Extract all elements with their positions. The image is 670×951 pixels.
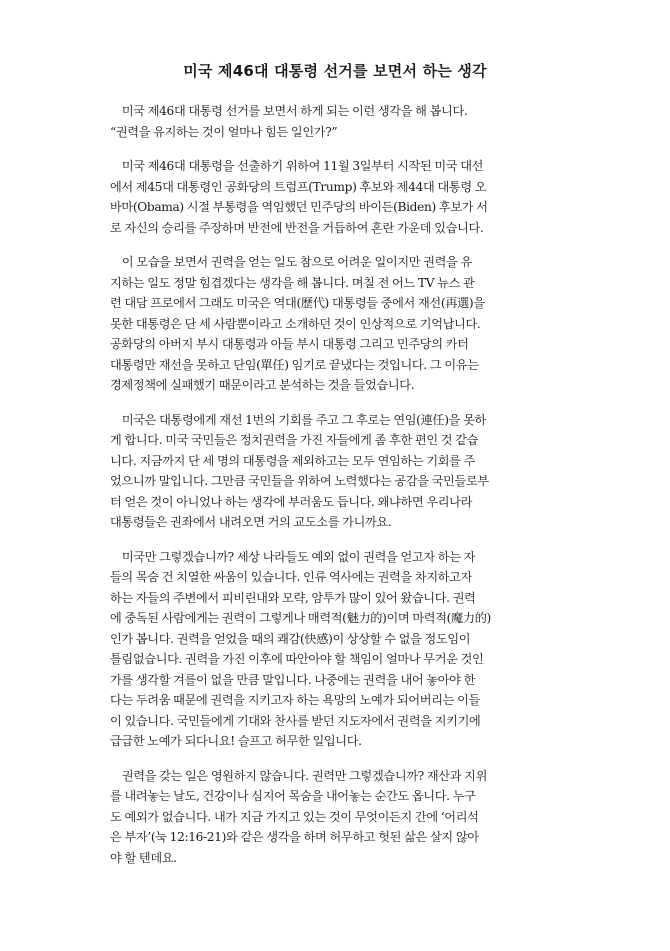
document-title: 미국 제46대 대통령 선거를 보면서 하는 생각: [183, 62, 487, 80]
paragraph: 미국 제46대 대통령 선거를 보면서 하게 되는 이런 생각을 해 봅니다. “권력을 유지하는 것이 얼마나 힘든 일인가?”: [110, 104, 468, 139]
paragraph: 미국은 대통령에게 재선 1번의 기회를 주고 그 후로는 연임(連任)을 못하 게 합니다. 미국 국민들은 정치권력을 가진 자들에게 좀 후한 편인 것 같습 니다. 지금까지 단 세 명의 대통령을 제외하고는 모두 연임하는 기회를 주 었으니까 말입니다. 그만큼 국민들을 위하여 노력했다는 공감을 국민들로부 터 얻은 것이 아니었나 하는 생각에 부러움도 듭니다. 왜냐하면 우리나라 대통령들은 권좌에서 내려오면 거의 교도소를 가니까요.: [110, 412, 489, 529]
paragraph: 미국만 그렇겠습니까? 세상 나라들도 예외 없이 권력을 얻고자 하는 자 들의 목숨 건 치열한 싸움이 있습니다. 인류 역사에는 권력을 차지하고자 하는 자들의 주변에서 피비린내와 모략, 암투가 많이 있어 왔습니다. 권력 에 중독된 사람에게는 권력이 그렇게나 매력적(魅力的)이며 마력적(魔力的) 인가 봅니다. 권력을 얻었을 때의 쾌감(快感)이 상상할 수 없을 정도임이 틀림없습니다. 권력을 가진 이후에 따안아야 할 책임이 얼마나 무거운 것인 가를 생각할 겨를이 없을 만큼 말입니다. 나중에는 권력을 내어 놓아야 한 다는 두려움 때문에 권력을 지키고자 하는 욕망의 노예가 되어버리는 이들 이 있습니다. 국민들에게 기대와 찬사를 받던 지도자에서 권력을 지키기에 급급한 노예가 되다니요! 슬프고 허무한 일입니다.: [110, 549, 491, 748]
paragraph: 권력을 갖는 일은 영원하지 않습니다. 권력만 그렇겠습니까? 재산과 지위 를 내려놓는 날도, 건강이나 심지어 목숨을 내어놓는 순간도 옵니다. 누구 도 예외가 없습니다. 내가 지금 가지고 있는 것이 무엇이든지 간에 ‘어리석 은 부자’(눅 12:16-21)와 같은 생각을 하며 허무하고 헛된 삶은 살지 않아 야 할 텐데요.: [110, 768, 488, 865]
paragraph: 이 모습을 보면서 권력을 얻는 일도 참으로 어려운 일이지만 권력을 유 지하는 일도 정말 힘겹겠다는 생각을 해 봅니다. 며칠 전 어느 TV 뉴스 관 련 대담 프로에서 그래도 미국은 역대(歷代) 대통령들 중에서 재선(再選)을 못한 대통령은 단 세 사람뿐이라고 소개하던 것이 인상적으로 기억납니다. 공화당의 아버지 부시 대통령과 아들 부시 대통령 그리고 민주당의 카터 대통령만 재선을 못하고 단임(單任) 임기로 끝냈다는 것입니다. 그 이유는 경제정책에 실패했기 때문이라고 분석하는 것을 들었습니다.: [110, 255, 485, 392]
paragraph: 미국 제46대 대통령을 선출하기 위하여 11월 3일부터 시작된 미국 대선 에서 제45대 대통령인 공화당의 트럼프(Trump) 후보와 제44대 대통령 오 바마(Obama) 시절 부통령을 역임했던 민주당의 바이든(Biden) 후보가 서 로 자신의 승리를 주장하며 반전에 반전을 거듭하여 혼란 가운데 있습니다.: [110, 159, 488, 235]
